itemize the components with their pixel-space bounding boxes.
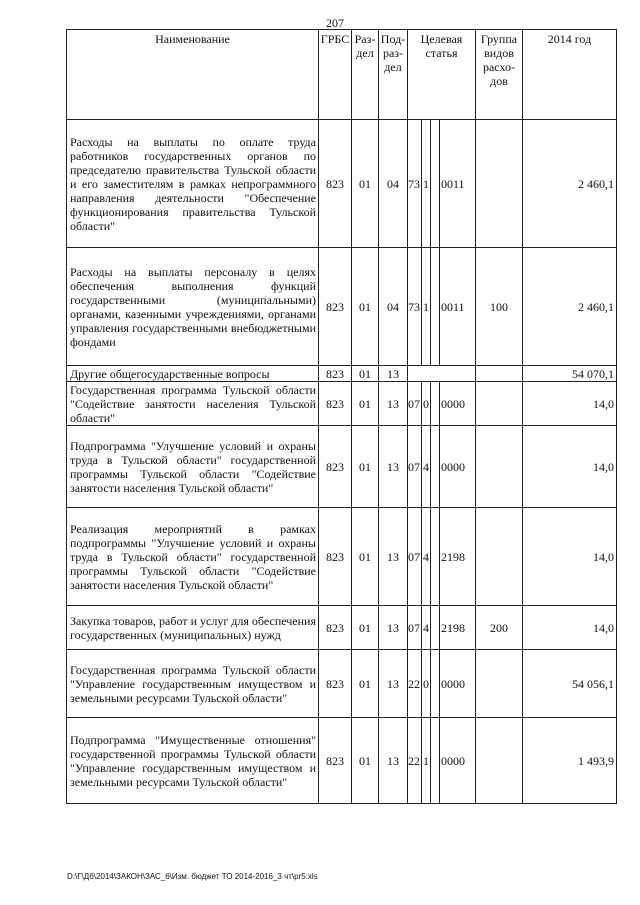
row-amount: 54 070,1 — [523, 366, 617, 382]
row-cs-blank — [431, 606, 440, 650]
table-row — [67, 650, 617, 718]
row-cs-code: 0000 — [440, 650, 476, 718]
row-grbs: 823 — [319, 382, 352, 426]
row-podrazdel: 13 — [379, 382, 408, 426]
row-vid-rashodov — [476, 650, 523, 718]
row-grbs: 823 — [319, 366, 352, 382]
row-podrazdel: 13 — [379, 650, 408, 718]
row-razdel: 01 — [352, 366, 379, 382]
row-grbs: 823 — [319, 718, 352, 804]
table-row — [67, 366, 617, 382]
header-podrazdel: Под-раз-дел — [379, 30, 408, 120]
row-podrazdel: 13 — [379, 426, 408, 508]
row-cs-subprogram: 1 — [422, 248, 431, 366]
row-cs-blank — [431, 650, 440, 718]
header-razdel: Раз-дел — [352, 30, 379, 120]
header-grbs: ГРБС — [319, 30, 352, 120]
row-name: Подпрограмма "Улучшение условий и охраны труда в Тульской области" государственной программы Тульской области "Содействие занятости населения Тульской области" — [67, 426, 319, 508]
row-amount: 2 460,1 — [523, 120, 617, 248]
row-cs-subprogram: 4 — [422, 508, 431, 606]
row-razdel: 01 — [352, 650, 379, 718]
row-cs-blank — [431, 120, 440, 248]
row-cs-code: 2198 — [440, 606, 476, 650]
row-cs-code: 0000 — [440, 382, 476, 426]
row-vid-rashodov — [476, 120, 523, 248]
table-header-row — [67, 30, 617, 120]
row-cs-blank — [431, 248, 440, 366]
row-cs-program — [408, 366, 422, 382]
row-cs-subprogram: 4 — [422, 606, 431, 650]
row-cs-subprogram: 0 — [422, 382, 431, 426]
row-vid-rashodov — [476, 382, 523, 426]
row-grbs: 823 — [319, 120, 352, 248]
header-name: Наименование — [67, 30, 319, 120]
row-name: Другие общегосударственные вопросы — [67, 366, 319, 382]
header-tselevaya-statya: Целевая статья — [408, 30, 476, 120]
row-amount: 54 056,1 — [523, 650, 617, 718]
page-number: 207 — [326, 16, 344, 30]
row-vid-rashodov — [476, 366, 523, 382]
row-podrazdel: 13 — [379, 606, 408, 650]
row-cs-blank — [431, 718, 440, 804]
row-cs-subprogram: 0 — [422, 650, 431, 718]
row-cs-subprogram: 4 — [422, 426, 431, 508]
row-cs-code: 0000 — [440, 718, 476, 804]
row-cs-blank — [431, 426, 440, 508]
row-grbs: 823 — [319, 508, 352, 606]
row-grbs: 823 — [319, 426, 352, 508]
budget-table — [66, 29, 617, 804]
row-cs-code: 0011 — [440, 248, 476, 366]
row-cs-code: 2198 — [440, 508, 476, 606]
row-razdel: 01 — [352, 508, 379, 606]
row-amount: 14,0 — [523, 606, 617, 650]
table-row — [67, 718, 617, 804]
row-name: Государственная программа Тульской области "Управление государственным имуществом и земельными ресурсами Тульской области" — [67, 650, 319, 718]
row-podrazdel: 13 — [379, 508, 408, 606]
table-row — [67, 248, 617, 366]
header-gruppa-vidov: Группа видов расхо-дов — [476, 30, 523, 120]
table-row — [67, 606, 617, 650]
row-cs-blank — [431, 382, 440, 426]
row-name: Расходы на выплаты персоналу в целях обеспечения выполнения функций государственными (муниципальными) органами, казенными учреждениями, органами управления государственными внебюджетными фондами — [67, 248, 319, 366]
row-razdel: 01 — [352, 426, 379, 508]
table-row — [67, 382, 617, 426]
row-cs-code — [440, 366, 476, 382]
row-grbs: 823 — [319, 248, 352, 366]
row-amount: 14,0 — [523, 508, 617, 606]
row-amount: 1 493,9 — [523, 718, 617, 804]
row-name: Реализация мероприятий в рамках подпрограммы "Улучшение условий и охраны труда в Тульской области" государственной программы Тульской области "Содействие занятости населения Тульской области" — [67, 508, 319, 606]
row-cs-program: 07 — [408, 426, 422, 508]
row-podrazdel: 04 — [379, 120, 408, 248]
row-name: Подпрограмма "Имущественные отношения" государственной программы Тульской области "Управление государственным имуществом и земельными ресурсами Тульской области" — [67, 718, 319, 804]
file-path-footer: D:\Г\Дб\2014\ЗАКОН\ЗАС_6\Изм. бюджет ТО 2014-2016_3 чт\pr5.xls — [67, 872, 318, 881]
row-cs-program: 07 — [408, 606, 422, 650]
table-row — [67, 120, 617, 248]
row-podrazdel: 04 — [379, 248, 408, 366]
row-cs-subprogram — [422, 366, 431, 382]
row-cs-subprogram: 1 — [422, 718, 431, 804]
row-name: Закупка товаров, работ и услуг для обеспечения государственных (муниципальных) нужд — [67, 606, 319, 650]
row-podrazdel: 13 — [379, 718, 408, 804]
row-razdel: 01 — [352, 718, 379, 804]
row-vid-rashodov — [476, 426, 523, 508]
row-cs-code: 0000 — [440, 426, 476, 508]
row-cs-program: 73 — [408, 248, 422, 366]
row-grbs: 823 — [319, 606, 352, 650]
row-cs-program: 07 — [408, 508, 422, 606]
row-cs-subprogram: 1 — [422, 120, 431, 248]
row-podrazdel: 13 — [379, 366, 408, 382]
row-vid-rashodov — [476, 718, 523, 804]
row-razdel: 01 — [352, 120, 379, 248]
row-cs-program: 07 — [408, 382, 422, 426]
row-razdel: 01 — [352, 248, 379, 366]
row-name: Расходы на выплаты по оплате труда работников государственных органов по председателю правительства Тульской области и его заместителям в рамках непрограммного направления деятельности "Обеспечение функционирования правительства Тульской области" — [67, 120, 319, 248]
row-cs-program: 22 — [408, 718, 422, 804]
row-cs-blank — [431, 508, 440, 606]
row-vid-rashodov — [476, 508, 523, 606]
row-amount: 2 460,1 — [523, 248, 617, 366]
row-razdel: 01 — [352, 606, 379, 650]
row-vid-rashodov: 200 — [476, 606, 523, 650]
row-vid-rashodov: 100 — [476, 248, 523, 366]
row-cs-code: 0011 — [440, 120, 476, 248]
row-cs-program: 22 — [408, 650, 422, 718]
row-cs-program: 73 — [408, 120, 422, 248]
row-name: Государственная программа Тульской области "Содействие занятости населения Тульской области" — [67, 382, 319, 426]
row-grbs: 823 — [319, 650, 352, 718]
row-amount: 14,0 — [523, 382, 617, 426]
table-row — [67, 426, 617, 508]
row-cs-blank — [431, 366, 440, 382]
table-row — [67, 508, 617, 606]
row-amount: 14,0 — [523, 426, 617, 508]
row-razdel: 01 — [352, 382, 379, 426]
header-year: 2014 год — [523, 30, 617, 120]
